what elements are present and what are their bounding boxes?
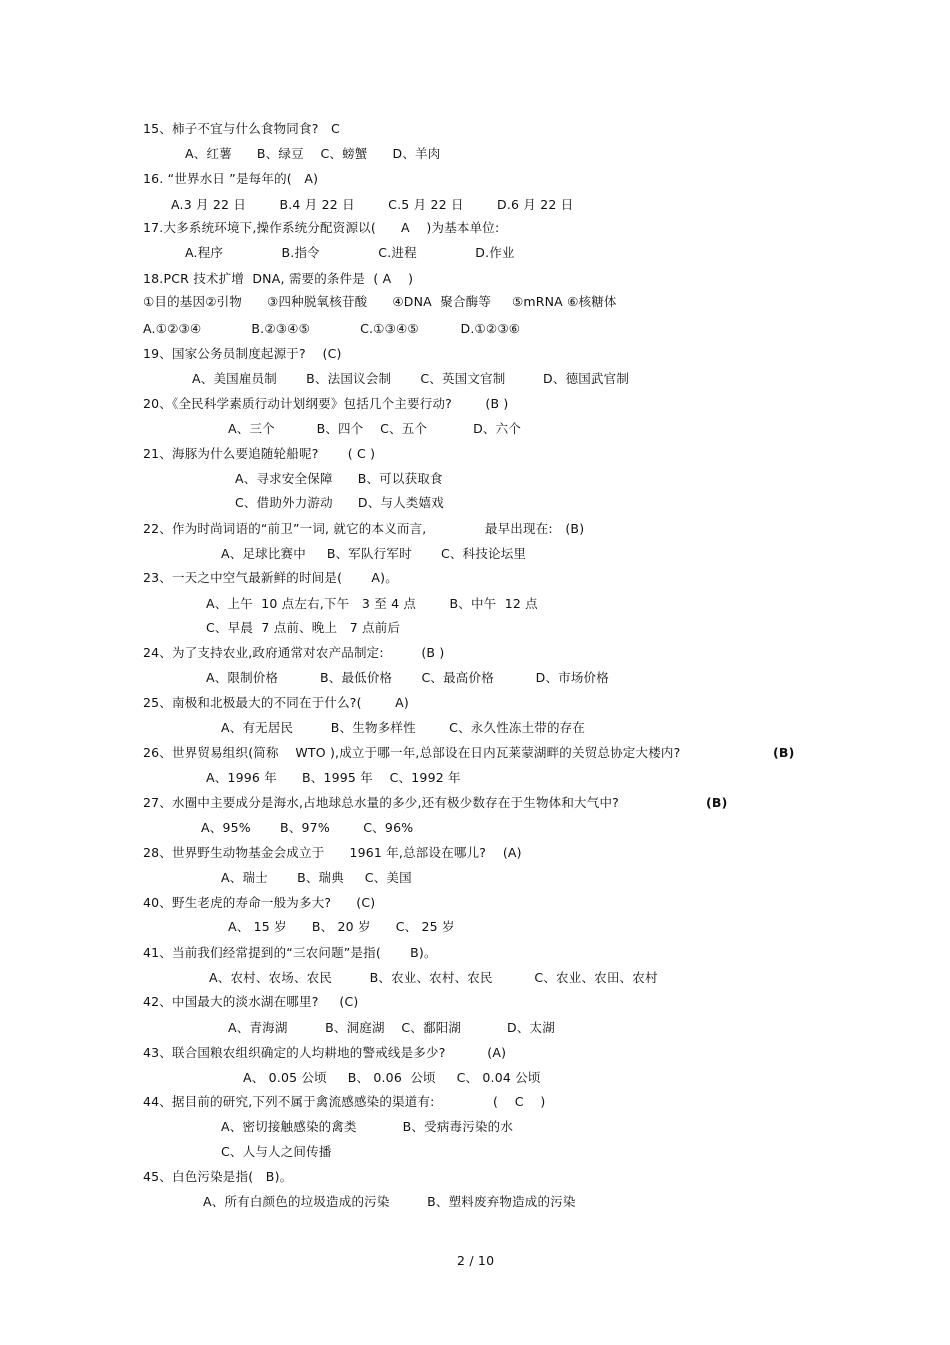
page-number: 2 / 10 bbox=[457, 1253, 495, 1268]
question-19-options: A、美国雇员制 B、法国议会制 C、英国文官制 D、德国武官制 bbox=[192, 371, 630, 386]
question-22: 22、作为时尚词语的“前卫”一词, 就它的本义而言, 最早出现在: (B) bbox=[143, 521, 585, 536]
question-17: 17.大多系统环境下,操作系统分配资源以( A )为基本单位: bbox=[143, 220, 500, 235]
question-20: 20、《全民科学素质行动计划纲要》包括几个主要行动? (B ) bbox=[143, 396, 509, 411]
question-25: 25、南极和北极最大的不同在于什么?( A) bbox=[143, 695, 409, 710]
question-27-answer: (B) bbox=[706, 795, 728, 810]
question-20-options: A、三个 B、四个 C、五个 D、六个 bbox=[228, 421, 522, 436]
question-25-options: A、有无居民 B、生物多样性 C、永久性冻土带的存在 bbox=[221, 720, 586, 735]
question-44: 44、据目前的研究,下列不属于禽流感感染的渠道有: ( C ) bbox=[143, 1094, 546, 1109]
question-17-options: A.程序 B.指令 C.进程 D.作业 bbox=[185, 245, 515, 260]
question-28: 28、世界野生动物基金会成立于 1961 年,总部设在哪儿? (A) bbox=[143, 845, 522, 860]
question-23-options-c: C、早晨 7 点前、晚上 7 点前后 bbox=[206, 620, 401, 635]
question-44-options-c: C、人与人之间传播 bbox=[221, 1144, 332, 1159]
question-40: 40、野生老虎的寿命一般为多大? (C) bbox=[143, 895, 376, 910]
question-44-options-ab: A、密切接触感染的禽类 B、受病毒污染的水 bbox=[221, 1119, 514, 1134]
question-26: 26、世界贸易组织(简称 WTO ),成立于哪一年,总部设在日内瓦莱蒙湖畔的关贸总协定大楼内? bbox=[143, 745, 681, 760]
question-41: 41、当前我们经常提到的“三农问题”是指( B)。 bbox=[143, 945, 437, 960]
question-18-conditions: ①目的基因②引物 ③四种脱氧核苷酸 ④DNA 聚合酶等 ⑤mRNA ⑥核糖体 bbox=[143, 294, 617, 309]
question-21: 21、海豚为什么要追随轮船呢? ( C ) bbox=[143, 446, 376, 461]
question-18-options: A.①②③④ B.②③④⑤ C.①③④⑤ D.①②③⑥ bbox=[143, 321, 521, 336]
question-26-answer: (B) bbox=[773, 745, 795, 760]
question-18: 18.PCR 技术扩增 DNA, 需要的条件是 ( A ) bbox=[143, 271, 414, 286]
question-22-options: A、足球比赛中 B、军队行军时 C、科技论坛里 bbox=[221, 546, 527, 561]
question-40-options: A、 15 岁 B、 20 岁 C、 25 岁 bbox=[228, 919, 455, 934]
question-24: 24、为了支持农业,政府通常对农产品制定: (B ) bbox=[143, 645, 445, 660]
question-21-options-ab: A、寻求安全保障 B、可以获取食 bbox=[235, 471, 443, 486]
question-15: 15、柿子不宜与什么食物同食? C bbox=[143, 121, 340, 136]
question-43-options: A、 0.05 公顷 B、 0.06 公顷 C、 0.04 公顷 bbox=[243, 1070, 541, 1085]
question-16: 16. “世界水日 ”是每年的( A) bbox=[143, 171, 319, 186]
question-42-options: A、青海湖 B、洞庭湖 C、鄱阳湖 D、太湖 bbox=[228, 1020, 555, 1035]
question-27: 27、水圈中主要成分是海水,占地球总水量的多少,还有极少数存在于生物体和大气中? bbox=[143, 795, 619, 810]
question-45: 45、白色污染是指( B)。 bbox=[143, 1169, 293, 1184]
question-26-options: A、1996 年 B、1995 年 C、1992 年 bbox=[206, 770, 461, 785]
question-41-options: A、农村、农场、农民 B、农业、农村、农民 C、农业、农田、农村 bbox=[209, 970, 658, 985]
question-19: 19、国家公务员制度起源于? (C) bbox=[143, 346, 342, 361]
question-42: 42、中国最大的淡水湖在哪里? (C) bbox=[143, 994, 359, 1009]
question-24-options: A、限制价格 B、最低价格 C、最高价格 D、市场价格 bbox=[206, 670, 609, 685]
question-16-options: A.3 月 22 日 B.4 月 22 日 C.5 月 22 日 D.6 月 22 日 bbox=[171, 197, 574, 212]
question-15-options: A、红薯 B、绿豆 C、螃蟹 D、羊肉 bbox=[185, 146, 441, 161]
question-27-options: A、95% B、97% C、96% bbox=[201, 820, 414, 835]
question-43: 43、联合国粮农组织确定的人均耕地的警戒线是多少? (A) bbox=[143, 1045, 507, 1060]
question-45-options: A、所有白颜色的垃圾造成的污染 B、塑料废弃物造成的污染 bbox=[203, 1194, 576, 1209]
question-21-options-cd: C、借助外力游动 D、与人类嬉戏 bbox=[235, 495, 444, 510]
question-23-options-ab: A、上午 10 点左右,下午 3 至 4 点 B、中午 12 点 bbox=[206, 596, 538, 611]
question-23: 23、一天之中空气最新鲜的时间是( A)。 bbox=[143, 570, 398, 585]
question-28-options: A、瑞士 B、瑞典 C、美国 bbox=[221, 870, 412, 885]
